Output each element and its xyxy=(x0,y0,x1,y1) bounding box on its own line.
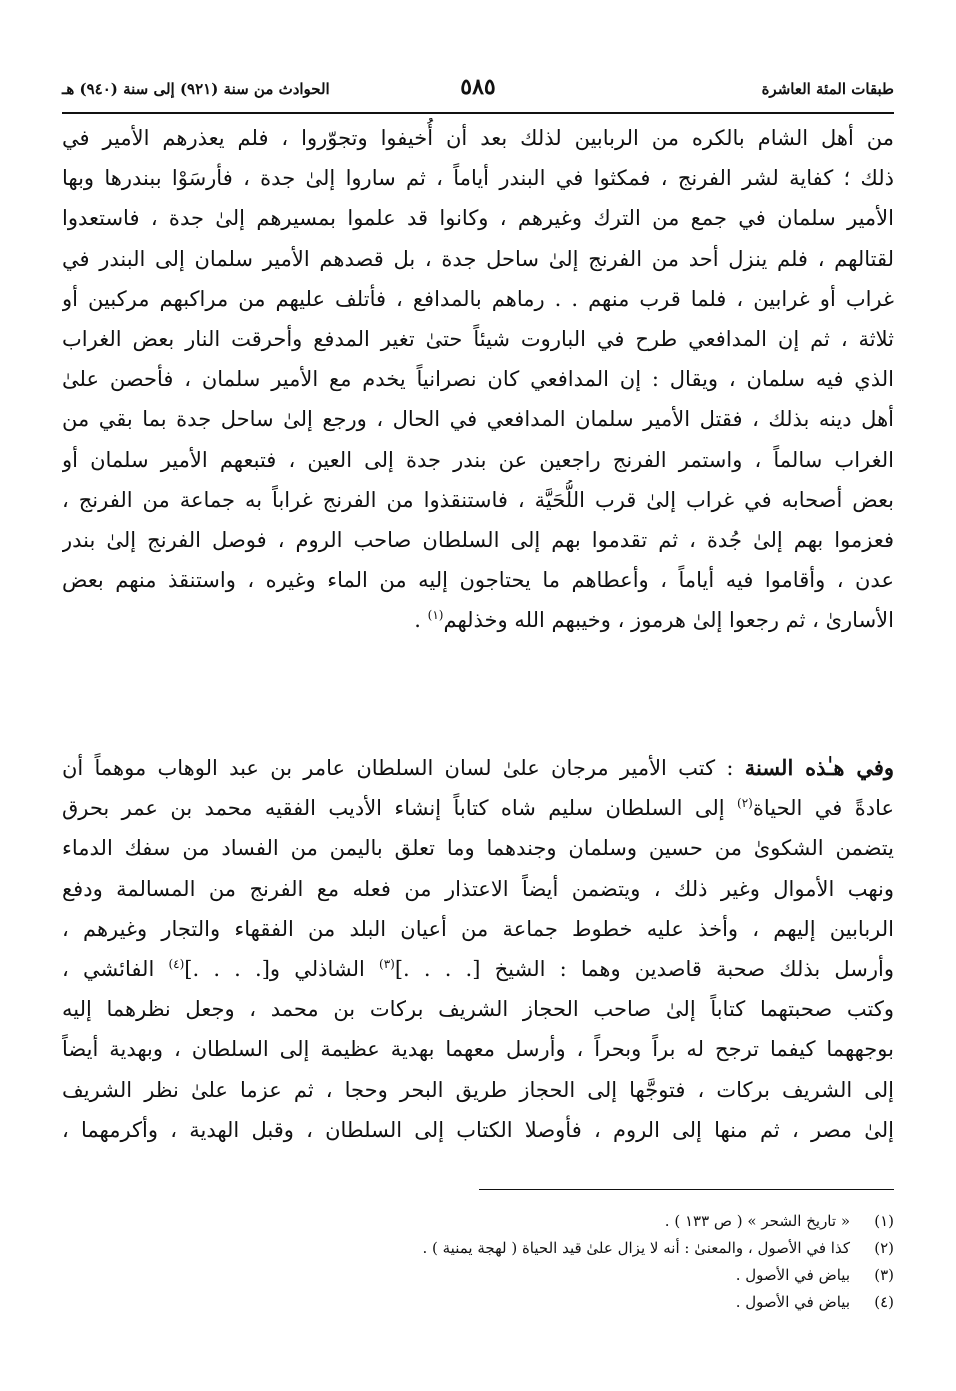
text-line: الذي فيه سلمان ، ويقال : إن المدافعي كان نصرانياً يخدم مع الأمير سلمان ، فأحصن علىٰ xyxy=(62,367,894,392)
chapter-range-title: الحوادث من سنة (٩٢١) إلى سنة (٩٤٠) هـ xyxy=(62,80,330,98)
footnote-number: (١) xyxy=(874,1212,894,1230)
text-line: إلىٰ مصر ، ثم منها إلى الروم ، فأوصلا الكتاب إلى السلطان ، وقبل الهدية ، وأكرمهما ، xyxy=(62,1117,894,1142)
book-section-title: طبقات المئة العاشرة xyxy=(761,80,894,98)
footnote-text: بياض في الأصول . xyxy=(735,1293,850,1311)
text-line xyxy=(62,748,894,788)
running-header xyxy=(62,74,894,114)
text-line xyxy=(62,788,894,828)
text-run: : كتب الأمير مرجان علىٰ لسان السلطان عامر بن عبد الوهاب موهماً أن xyxy=(62,756,745,780)
text-line: وكتب صحبتهما كتاباً إلىٰ صاحب الحجاز الشريف بركات بن محمد ، وجعل نظرهما إليه xyxy=(62,997,894,1022)
text-line: بوجههما كيفما ترجح له براً وبحراً ، وأرسل معهما بهدية عظيمة إلى السلطان ، وبهدية أيضاً xyxy=(62,1037,894,1062)
footnote-ref-3[interactable]: (٣) xyxy=(379,957,395,972)
text-run: الأسارىٰ ، ثم رجعوا إلىٰ هرموز ، وخيبهم الله وخذلهم xyxy=(443,608,894,633)
text-run: وأرسل بذلك صحبة قاصدين وهما : الشيخ [. . . .] xyxy=(394,957,894,982)
text-run: عادةً في الحياة xyxy=(752,796,894,821)
section-lead: وفي هـٰذه السنة xyxy=(744,755,894,780)
footnote xyxy=(62,1262,894,1289)
text-line: الغراب سالماً ، واستمر الفرنج راجعين عن بندر جدة إلى العين ، فتبعهم الأمير سلمان أو xyxy=(62,447,894,472)
text-run: إلى السلطان سليم شاه كتاباً إنشاء الأديب الفقيه محمد بن عمر بحرق xyxy=(62,796,738,821)
page-number: ٥٨٥ xyxy=(460,74,496,100)
header-rule xyxy=(62,112,894,114)
text-line: يتضمن الشكوىٰ من حسين وسلمان وجندهما وما تعلق باليمن من الفساد من سفك الدماء xyxy=(62,836,894,861)
paragraph-2 xyxy=(62,748,894,1150)
text-line: إلى الشريف بركات ، فتوجَّها إلى الحجاز طريق البحر وحجا ، ثم عزما علىٰ نظر الشريف xyxy=(62,1077,894,1102)
text-line xyxy=(62,949,894,989)
text-run: الفائشي ، xyxy=(62,957,169,982)
footnote-number: (٣) xyxy=(874,1266,894,1284)
text-line: ذلك ؛ كفاية لشر الفرنج ، فمكثوا في البندر أياماً ، ثم ساروا إلىٰ جدة ، فأرسَوْا ببندرها وبها xyxy=(62,166,894,191)
text-run: . xyxy=(414,608,428,633)
text-run: الشاذلي و[. . . .] xyxy=(184,957,379,982)
footnote-text: « تاريخ الشحر » ( ص ١٣٣ ) . xyxy=(664,1212,850,1230)
footnotes xyxy=(62,1208,894,1316)
footnote-number: (٤) xyxy=(874,1293,894,1311)
footnote-ref-1[interactable]: (١) xyxy=(427,608,444,623)
footnote xyxy=(62,1289,894,1316)
footnote-ref-2[interactable]: (٢) xyxy=(737,796,753,811)
footnote-number: (٢) xyxy=(874,1239,894,1257)
text-line: الربابين إليهم ، وأخذ عليه خطوط جماعة من أعيان البلد من الفقهاء والتجار وغيرهم ، xyxy=(62,916,894,941)
text-line: لقتالهم ، فلم ينزل أحد من الفرنج إلىٰ ساحل جدة ، بل قصدهم الأمير سلمان إلى البندر في xyxy=(62,246,894,271)
text-line: عدن ، وأقاموا فيه أياماً ، وأعطاهم ما يحتاجون إليه من الماء وغيره ، واستنقذ منهم بعض xyxy=(62,568,894,593)
text-line: الأمير سلمان في جمع من الترك وغيرهم ، وكانوا قد علموا بمسيرهم إلىٰ جدة ، فاستعدوا xyxy=(62,206,894,231)
footnote xyxy=(62,1235,894,1262)
footnote-rule xyxy=(479,1189,894,1190)
paragraph-1 xyxy=(62,118,894,641)
text-line: ثلاثة ، ثم إن المدافعي طرح في الباروت شيئاً حتىٰ تغير المدفع وأحرقت النار بعض الغراب xyxy=(62,327,894,352)
text-line: غراب أو غرابين ، فلما قرب منهم . . رماهم بالمدافع ، فأتلف عليهم من مراكبهم مركبين أو xyxy=(62,286,894,311)
text-line: أهل دينه بذلك ، فقتل الأمير سلمان المدافعي في الحال ، ورجع إلىٰ ساحل جدة بما بقي من xyxy=(62,407,894,432)
text-line: من أهل الشام بالكره من الربابين لذلك بعد أن أُخيفوا وتجوّروا ، فلم يعذرهم الأمير في xyxy=(62,126,894,150)
text-line-last xyxy=(62,600,894,640)
footnote-ref-4[interactable]: (٤) xyxy=(168,957,185,972)
text-line: ونهب الأموال وغير ذلك ، ويتضمن أيضاً الاعتذار من فعله مع الفرنج من المسالمة ودفع xyxy=(62,876,894,901)
text-line: فعزموا بهم إلىٰ جُدة ، ثم تقدموا بهم إلى السلطان صاحب الروم ، فوصل الفرنج إلىٰ بندر xyxy=(62,528,894,553)
footnote-text: كذا في الأصول ، والمعنىٰ : أنه لا يزال علىٰ قيد الحياة ( لهجة يمنية ) . xyxy=(422,1239,850,1257)
text-line: بعض أصحابه في غراب إلىٰ قرب اللُّحَيَّة ، فاستنقذوا من الفرنج غراباً به جماعة من الفرنج ، xyxy=(62,487,894,512)
footnote xyxy=(62,1208,894,1235)
footnote-text: بياض في الأصول . xyxy=(735,1266,850,1284)
